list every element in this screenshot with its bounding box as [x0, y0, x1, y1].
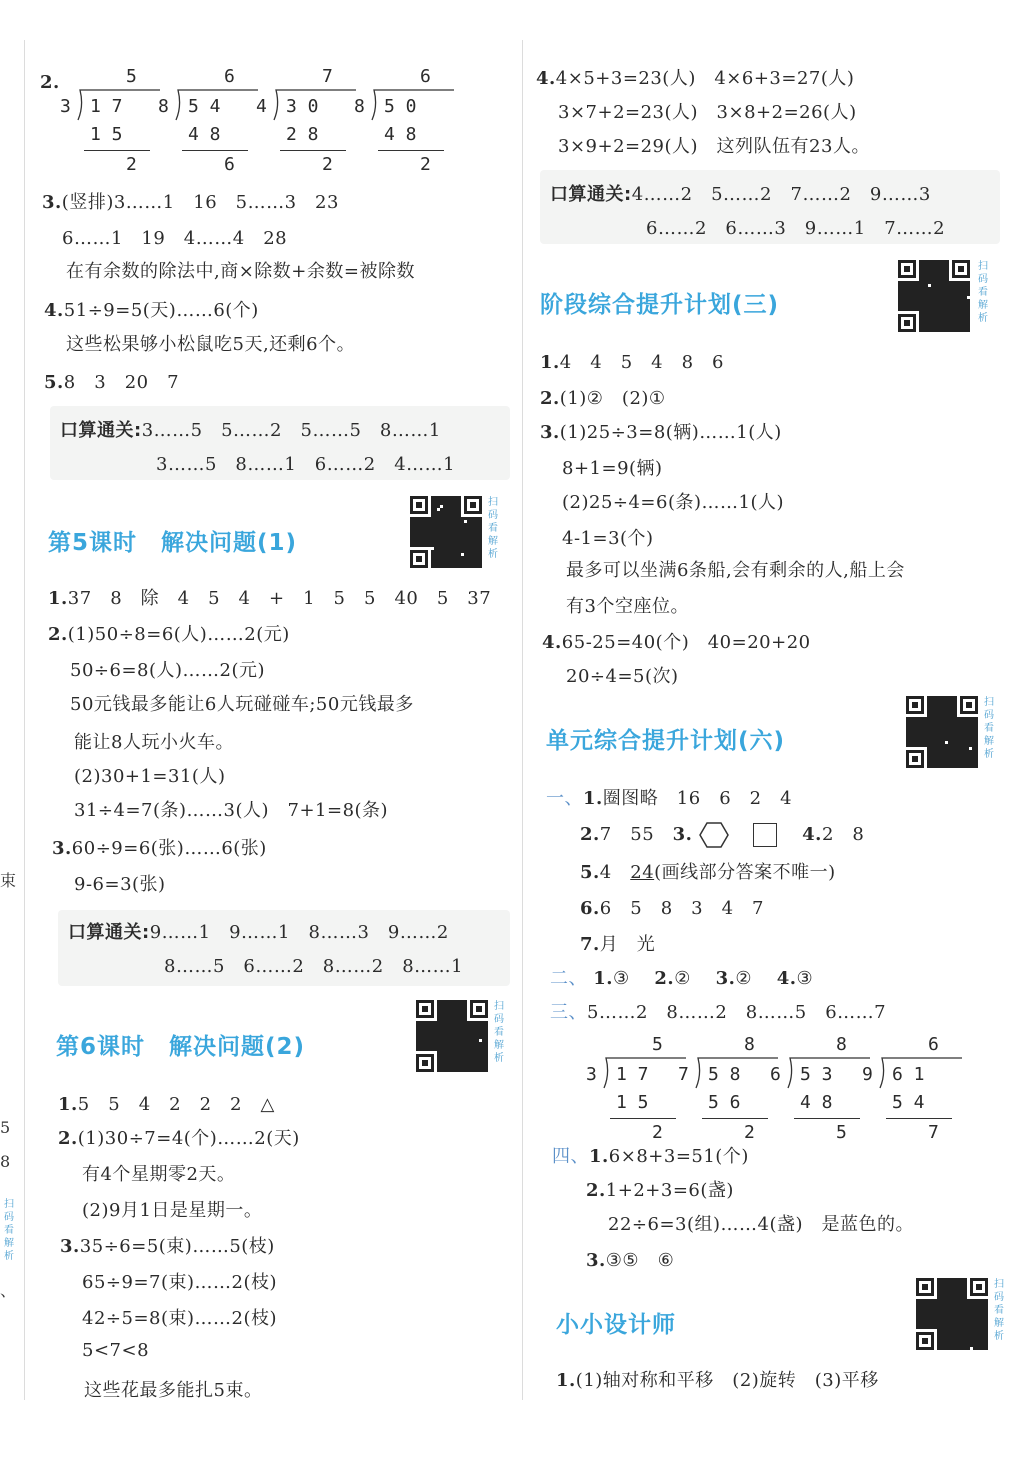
answer-text: 4×5+3=23(人) 4×6+3=27(人) [555, 68, 855, 89]
answer-line: 有3个空座位。 [566, 596, 689, 617]
answer-line [550, 998, 886, 1024]
question-number: 4. [542, 632, 562, 653]
answer-text: (1)轴对称和平移 (2)旋转 (3)平移 [575, 1370, 879, 1391]
question-number: 1. [48, 588, 68, 609]
answer-text: 35÷6=5(束)……5(枝) [79, 1236, 275, 1257]
oral-calc-label: 口算通关: [60, 420, 142, 441]
quotient: 5 [652, 1034, 663, 1055]
division-rule [702, 1118, 768, 1119]
answer-line: 3×9+2=29(人) 这列队伍有23人。 [558, 136, 870, 157]
question-number: 3. [586, 1250, 606, 1271]
question-number: 4. [776, 968, 797, 989]
answer-line [58, 1090, 275, 1116]
product: 4 8 [188, 124, 221, 145]
qr-caption: 扫码看解析 [984, 697, 994, 760]
part-label: 二、 [550, 968, 587, 989]
answer-text: 5 5 4 2 2 2 △ [77, 1094, 275, 1115]
section-title: 单元综合提升计划(六) [546, 728, 786, 754]
lesson-title: 第6课时 解决问题(2) [56, 1034, 306, 1060]
answer-line [540, 384, 666, 410]
dividend: 1 7 [90, 96, 123, 117]
question-number: 2. [48, 624, 68, 645]
oral-calc-row: 8……5 6……2 8……2 8……1 [164, 956, 464, 977]
question-number: 4. [536, 68, 556, 89]
part-label: 三、 [550, 1002, 587, 1023]
division-rule [794, 1118, 860, 1119]
part-label: 四、 [552, 1146, 589, 1167]
answer-text: 37 8 除 4 5 4 + 1 5 5 40 5 37 [67, 588, 492, 609]
quotient: 5 [126, 66, 137, 87]
qr-caption: 扫码看解析 [978, 261, 988, 324]
remainder: 2 [126, 154, 137, 175]
answer-text: (1)② (2)① [559, 388, 666, 409]
oral-calc-row [68, 918, 449, 944]
quotient: 6 [928, 1034, 939, 1055]
answer-text: 6×8+3=51(个) [608, 1146, 749, 1167]
division-bracket [270, 86, 360, 126]
question-number: 2. [654, 968, 675, 989]
question-number: 1. [540, 352, 560, 373]
oral-calc-answers: 3……5 5……2 5……5 8……1 [141, 420, 441, 441]
answer-line: 能让8人玩小火车。 [74, 732, 234, 753]
answer-line [580, 930, 655, 956]
section-title: 小小设计师 [556, 1312, 676, 1338]
answer-text: ③ [613, 968, 630, 989]
qr-code-icon [916, 1278, 988, 1350]
long-division [678, 1034, 778, 1143]
edge-fragment: 8 [0, 1152, 11, 1171]
divisor: 3 [586, 1064, 597, 1085]
answer-line [552, 1142, 749, 1168]
answer-line [540, 348, 724, 374]
question-number: 2. [586, 1180, 606, 1201]
divisor: 9 [862, 1064, 873, 1085]
question-number: 3. [672, 824, 693, 845]
answer-line [48, 620, 290, 646]
part-label: 一、 [546, 788, 583, 809]
answer-line [542, 628, 811, 654]
quotient: 6 [420, 66, 431, 87]
question-number: 5. [44, 372, 64, 393]
division-bracket [692, 1054, 782, 1094]
answer-line: 9-6=3(张) [74, 874, 166, 895]
answer-line [540, 418, 782, 444]
remainder: 2 [744, 1122, 755, 1143]
hexagon-shape [699, 822, 729, 848]
answer-line: 最多可以坐满6条船,会有剩余的人,船上会 [566, 560, 905, 581]
answer-line [52, 834, 267, 860]
division-bracket [172, 86, 262, 126]
answer-line: 20÷4=5(次) [566, 666, 679, 687]
remainder: 5 [836, 1122, 847, 1143]
division-rule [610, 1118, 676, 1119]
long-division [770, 1034, 870, 1143]
oral-calc-row: 6……2 6……3 9……1 7……2 [646, 218, 946, 239]
product: 1 5 [616, 1092, 649, 1113]
answer-note: (画线部分答案不唯一) [654, 862, 836, 883]
division-rule [886, 1118, 952, 1119]
remainder: 2 [652, 1122, 663, 1143]
divisor: 8 [354, 96, 365, 117]
answer-line: 50元钱最多能让6人玩碰碰车;50元钱最多 [70, 694, 414, 715]
answer-line [58, 1124, 300, 1150]
answer-line: 4-1=3(个) [562, 528, 654, 549]
qr-code-icon [898, 260, 970, 332]
square-shape [753, 823, 777, 847]
answer-line [42, 188, 339, 214]
divisor: 8 [158, 96, 169, 117]
answer-text: 2 8 [821, 824, 865, 845]
divisor: 6 [770, 1064, 781, 1085]
answer-text: (1)25÷3=8(辆)……1(人) [559, 422, 782, 443]
lesson-title: 第5课时 解决问题(1) [48, 530, 298, 556]
divisor: 3 [60, 96, 71, 117]
division-bracket [368, 86, 458, 126]
question-number: 6. [580, 898, 600, 919]
answer-line [556, 1366, 879, 1392]
long-division [862, 1034, 962, 1143]
answer-line: (2)9月1日是星期一。 [82, 1200, 263, 1221]
division-rule [378, 150, 444, 151]
question-number: 2. [540, 388, 560, 409]
edge-fragment: 束 [0, 871, 17, 890]
dividend: 1 7 [616, 1064, 649, 1085]
dividend: 6 1 [892, 1064, 925, 1085]
answer-line [550, 964, 813, 990]
qr-code-icon [906, 696, 978, 768]
long-division [60, 66, 160, 175]
answer-line: 8+1=9(辆) [562, 458, 663, 479]
answer-line [44, 368, 179, 394]
oral-calc-row [60, 416, 441, 442]
question-number: 2. [40, 72, 60, 93]
question-number: 3. [52, 838, 72, 859]
answer-line [546, 784, 792, 810]
answer-line: 50÷6=8(人)……2(元) [70, 660, 266, 681]
long-division [586, 1034, 686, 1143]
oral-calc-answers: 4……2 5……2 7……2 9……3 [631, 184, 931, 205]
answer-line [580, 858, 836, 884]
question-number: 1. [58, 1094, 78, 1115]
question-number: 5. [580, 862, 600, 883]
question-number: 4. [44, 300, 64, 321]
answer-text: (1)50÷8=6(人)……2(元) [67, 624, 290, 645]
product: 2 8 [286, 124, 319, 145]
oral-calc-row [550, 180, 931, 206]
quotient: 8 [836, 1034, 847, 1055]
answer-line [586, 1176, 734, 1202]
dividend: 5 4 [188, 96, 221, 117]
answer-line: 6……1 19 4……4 28 [62, 228, 288, 249]
divisor: 7 [678, 1064, 689, 1085]
question-number: 1. [593, 968, 614, 989]
answer-text: 6 5 8 3 4 7 [599, 898, 765, 919]
answer-line [536, 64, 854, 90]
answer-text: (1)30÷7=4(个)……2(天) [77, 1128, 300, 1149]
answer-text: 8 3 20 7 [63, 372, 180, 393]
oral-calc-label: 口算通关: [550, 184, 632, 205]
long-division [256, 66, 356, 175]
qr-caption: 扫码看解析 [488, 497, 498, 560]
division-rule [182, 150, 248, 151]
question-number: 1. [589, 1146, 609, 1167]
product: 5 6 [708, 1092, 741, 1113]
answer-text: 月 光 [599, 934, 656, 955]
question-number: 7. [580, 934, 600, 955]
division-rule [84, 150, 150, 151]
answer-text: 51÷9=5(天)……6(个) [63, 300, 259, 321]
oral-calc-row: 3……5 8……1 6……2 4……1 [156, 454, 456, 475]
answer-line: 有4个星期零2天。 [82, 1164, 236, 1185]
column-divider [522, 40, 523, 1400]
column-divider [24, 40, 25, 1400]
answer-line: 42÷5=8(束)……2(枝) [82, 1308, 278, 1329]
answer-text: (竖排)3……1 16 5……3 23 [61, 192, 339, 213]
answer-text: 1+2+3=6(盏) [605, 1180, 734, 1201]
underlined-answer: 24 [630, 862, 655, 883]
answer-text: 4 4 5 4 8 6 [559, 352, 725, 373]
answer-text: 4 [599, 862, 612, 883]
answer-line: 5<7<8 [82, 1340, 150, 1361]
answer-line [580, 820, 864, 848]
question-number: 1. [556, 1370, 576, 1391]
answer-line: 这些花最多能扎5束。 [84, 1380, 263, 1401]
answer-line: 65÷9=7(束)……2(枝) [82, 1272, 278, 1293]
qr-caption: 扫码看解析 [4, 1199, 14, 1262]
answer-text: 5……2 8……2 8……5 6……7 [587, 1002, 887, 1023]
answer-line: 31÷4=7(条)……3(人) 7+1=8(条) [74, 800, 389, 821]
left-column [30, 0, 520, 1460]
answer-line [44, 296, 259, 322]
qr-caption: 扫码看解析 [494, 1001, 504, 1064]
long-division [158, 66, 258, 175]
division-bracket [600, 1054, 690, 1094]
qr-caption: 扫码看解析 [994, 1279, 1004, 1342]
dividend: 5 8 [708, 1064, 741, 1085]
answer-text: 7 55 [599, 824, 655, 845]
answer-text: 65-25=40(个) 40=20+20 [561, 632, 811, 653]
question-number: 2. [580, 824, 600, 845]
remainder: 6 [224, 154, 235, 175]
remainder: 7 [928, 1122, 939, 1143]
division-rule [280, 150, 346, 151]
answer-line: (2)25÷4=6(条)……1(人) [562, 492, 785, 513]
answer-line [60, 1232, 275, 1258]
edge-fragment: 5 [0, 1118, 11, 1137]
quotient: 7 [322, 66, 333, 87]
answer-line [580, 894, 764, 920]
question-number: 3. [42, 192, 62, 213]
question-number: 1. [583, 788, 603, 809]
question-number: 3. [540, 422, 560, 443]
answer-text: ② [735, 968, 753, 989]
product: 5 4 [892, 1092, 925, 1113]
division-bracket [784, 1054, 874, 1094]
section-title: 阶段综合提升计划(三) [540, 292, 780, 318]
question-number: 4. [802, 824, 822, 845]
quotient: 8 [744, 1034, 755, 1055]
answer-line: (2)30+1=31(人) [74, 766, 226, 787]
answer-text: ③ [796, 968, 814, 989]
dividend: 5 3 [800, 1064, 833, 1085]
qr-code-icon [410, 496, 482, 568]
answer-line: 3×7+2=23(人) 3×8+2=26(人) [558, 102, 857, 123]
product: 4 8 [384, 124, 417, 145]
answer-line [586, 1246, 674, 1272]
question-number: 3. [60, 1236, 80, 1257]
dividend: 5 0 [384, 96, 417, 117]
answer-line: 22÷6=3(组)……4(盏) 是蓝色的。 [608, 1214, 915, 1235]
remainder: 2 [322, 154, 333, 175]
product: 4 8 [800, 1092, 833, 1113]
answer-text: ③⑤ ⑥ [605, 1250, 675, 1271]
qr-code-icon [416, 1000, 488, 1072]
answer-text: 60÷9=6(张)……6(张) [71, 838, 267, 859]
quotient: 6 [224, 66, 235, 87]
question-number: 3. [715, 968, 736, 989]
answer-line: 这些松果够小松鼠吃5天,还剩6个。 [66, 334, 356, 355]
answer-line: 在有余数的除法中,商×除数+余数=被除数 [66, 261, 415, 282]
oral-calc-label: 口算通关: [68, 922, 150, 943]
long-division [354, 66, 454, 175]
division-bracket [876, 1054, 966, 1094]
edge-fragment: 、 [0, 1281, 17, 1300]
remainder: 2 [420, 154, 431, 175]
product: 1 5 [90, 124, 123, 145]
answer-line [48, 584, 491, 610]
oral-calc-answers: 9……1 9……1 8……3 9……2 [149, 922, 449, 943]
answer-text: 圈图略 16 6 2 4 [602, 788, 793, 809]
dividend: 3 0 [286, 96, 319, 117]
answer-text: ② [674, 968, 691, 989]
divisor: 4 [256, 96, 267, 117]
right-column [530, 0, 1020, 1460]
division-bracket [74, 86, 164, 126]
question-number: 2. [58, 1128, 78, 1149]
